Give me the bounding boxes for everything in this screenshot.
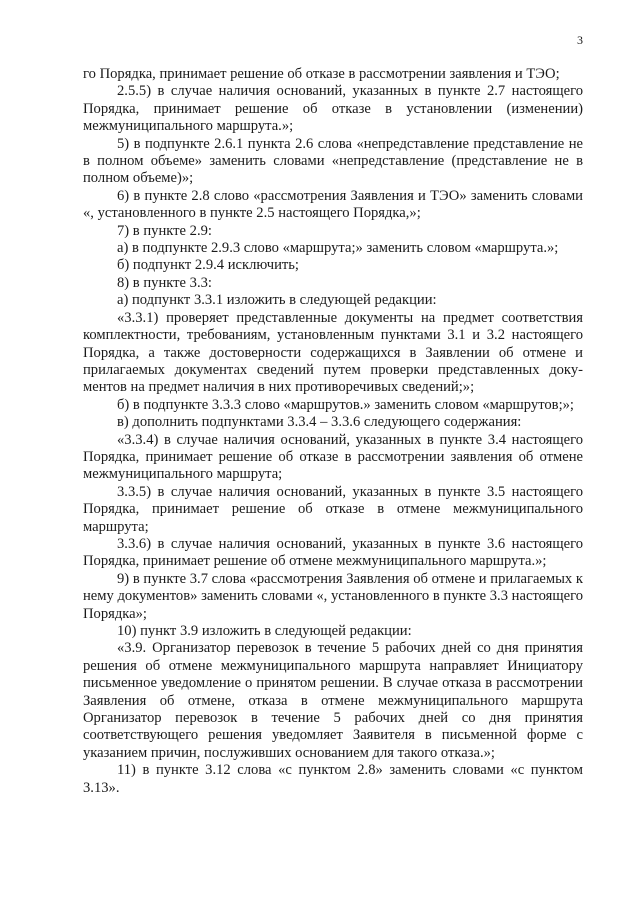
paragraph-item-10: 10) пункт 3.9 изложить в следующей редакции: bbox=[117, 623, 412, 639]
paragraph-3-3-5: 3.3.5) в случае наличия оснований, указанных в пункте 3.5 настоящего Порядка, принимает решение об отказе в отмене межмуниципального маршрута; bbox=[83, 483, 583, 535]
paragraph-item-7b: б) подпункт 2.9.4 исключить; bbox=[117, 257, 299, 274]
paragraph-item-8b: б) в подпункте 3.3.3 слово «маршрутов.» заменить словом «маршрутов;»; bbox=[117, 396, 574, 413]
paragraph-2-5-5: 2.5.5) в случае наличия оснований, указанных в пункте 2.7 настоящего Порядка, принимает решение об отказе в установлении (изменении) межмуниципального маршрута.»; bbox=[83, 83, 583, 135]
paragraph-3-3-1: «3.3.1) проверяет представленные документы на предмет соответствия комплектности, требованиям, установленным пунктами 3.1 и 3.2 настоящего Порядка, а также достоверности содержащихся в Заявлении об отмене и прилагаемых документах сведений путем проверки представленных документов на предмет наличия в них противоречивых сведений;»; bbox=[83, 309, 583, 396]
paragraph-item-7a: а) в подпункте 2.9.3 слово «маршрута;» заменить словом «маршрута.»; bbox=[117, 240, 559, 257]
paragraph-item-8: 8) в пункте 3.3: bbox=[117, 274, 212, 291]
paragraph-item-9: 9) в пункте 3.7 слова «рассмотрения Заявления об отмене и прилагаемых к нему документов» заменить словами «, установленного в пункте 3.3 настоящего Порядка»; bbox=[83, 570, 583, 622]
paragraph-3-9: «3.9. Организатор перевозок в течение 5 рабочих дней со дня принятия решения об отмене межмуниципального маршрута направляет Инициатору письменное уведомление о принятом решении. В случае отказа в рассмотрении Заявления об отмене, отказа в отмене межмуниципального маршрута Организатор перевозок в течение 5 рабочих дней со дня принятия соответствующего решения уведомляет Заявителя в письменной форме с указанием причин, послуживших основанием для такого отказа.»; bbox=[83, 640, 583, 761]
paragraph-item-8a: а) подпункт 3.3.1 изложить в следующей редакции: bbox=[117, 292, 437, 309]
paragraph-3-3-6: 3.3.6) в случае наличия оснований, указанных в пункте 3.6 настоящего Порядка, принимает решение об отмене межмуниципального маршрута.»; bbox=[83, 535, 583, 570]
paragraph-item-8v: в) дополнить подпунктами 3.3.4 – 3.3.6 следующего содержания: bbox=[117, 414, 522, 431]
paragraph-continuation: го Порядка, принимает решение об отказе в рассмотрении заявления и ТЭО; bbox=[83, 66, 560, 82]
paragraph-item-5: 5) в подпункте 2.6.1 пункта 2.6 слова «непредставление представление не в полном объеме» заменить словами «непредставление (представление не в полном объеме)»; bbox=[83, 135, 583, 187]
paragraph-item-7: 7) в пункте 2.9: bbox=[117, 222, 212, 239]
paragraph-item-6: 6) в пункте 2.8 слово «рассмотрения Заявления и ТЭО» заменить словами «, установленного в пункте 2.5 настоящего Порядка,»; bbox=[83, 187, 583, 222]
document-body bbox=[83, 66, 583, 797]
page-number: 3 bbox=[577, 33, 583, 47]
paragraph-item-11: 11) в пункте 3.12 слова «с пунктом 2.8» заменить словами «с пунктом 3.13». bbox=[83, 762, 583, 796]
paragraph-3-3-4: «3.3.4) в случае наличия оснований, указанных в пункте 3.4 настоящего Порядка, принимает решение об отказе в рассмотрении заявления об отмене межмуниципального маршрута; bbox=[83, 431, 583, 483]
